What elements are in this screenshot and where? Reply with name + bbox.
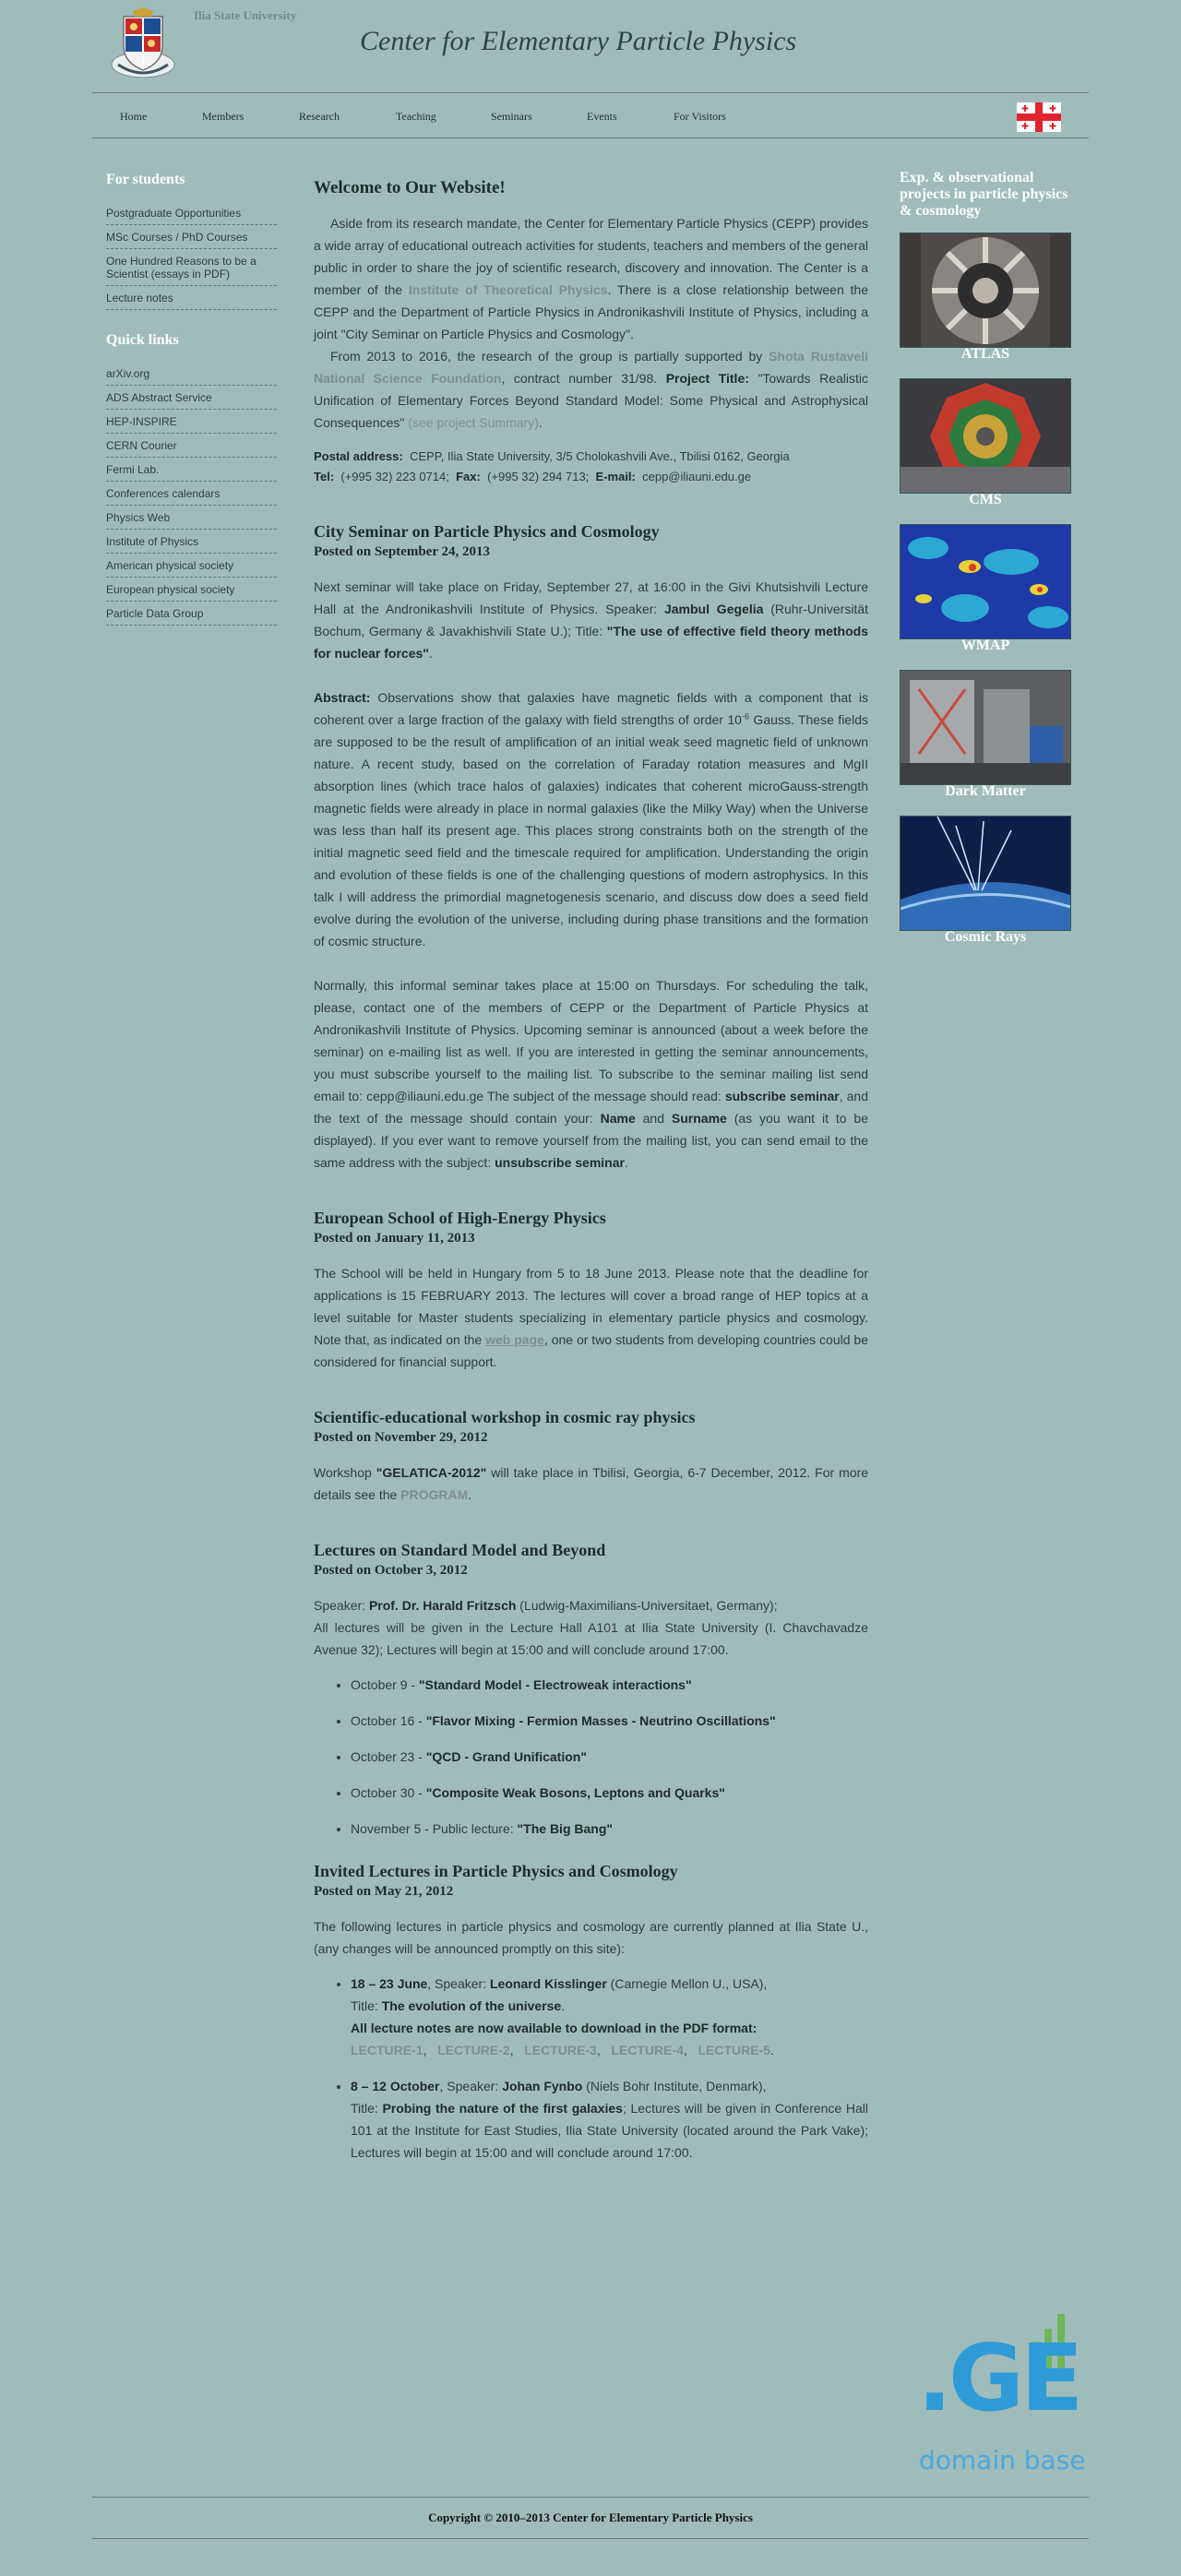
invited-intro: The following lectures in particle physics and cosmology are currently planned at Ilia State U., (any changes will be announced promptly on this site): bbox=[314, 1919, 868, 1956]
project-label: CMS bbox=[969, 492, 1002, 507]
quick-link-arxiv[interactable]: arXiv.org bbox=[106, 362, 277, 386]
news-date: Posted on November 29, 2012 bbox=[314, 1430, 488, 1445]
nav-research[interactable]: Research bbox=[299, 110, 340, 123]
atlas-image-icon bbox=[900, 233, 1071, 348]
list-item: • October 16 - "Flavor Mixing - Fermion Masses - Neutrino Oscillations" bbox=[351, 1710, 868, 1732]
quick-link-fermilab[interactable]: Fermi Lab. bbox=[106, 458, 277, 482]
quick-link-pdg[interactable]: Particle Data Group bbox=[106, 602, 277, 626]
lecture-3-link[interactable]: LECTURE-3 bbox=[524, 2043, 597, 2057]
students-heading: For students bbox=[106, 172, 185, 187]
news-title: City Seminar on Particle Physics and Cosmology bbox=[314, 522, 660, 541]
ge-logo-text: .GE bbox=[917, 2324, 1080, 2432]
project-atlas[interactable] bbox=[900, 233, 1071, 378]
main-nav bbox=[92, 92, 1089, 138]
phone: (+995 32) 223 0714; bbox=[340, 470, 449, 483]
itp-link[interactable]: Institute of Theoretical Physics bbox=[408, 282, 608, 297]
nav-seminars[interactable]: Seminars bbox=[491, 110, 532, 123]
copyright: Copyright © 2010–2013 Center for Elementary Particle Physics bbox=[428, 2510, 753, 2524]
quick-link-ads[interactable]: ADS Abstract Service bbox=[106, 386, 277, 410]
postal-address: CEPP, Ilia State University, 3/5 Cholokashvili Ave., Tbilisi 0162, Georgia bbox=[410, 449, 790, 463]
left-sidebar bbox=[106, 157, 277, 626]
university-crest-icon[interactable] bbox=[105, 7, 181, 83]
news-lectures-standard-model bbox=[314, 1539, 868, 1840]
sidebar-item-courses[interactable]: MSc Courses / PhD Courses bbox=[106, 225, 277, 249]
quick-link-aps[interactable]: American physical society bbox=[106, 554, 277, 578]
workshop-text: Workshop "GELATICA-2012" will take place in Tbilisi, Georgia, 6-7 December, 2012. For more details see the PROGRAM. bbox=[314, 1465, 868, 1502]
ge-logo-subtext: domain base bbox=[919, 2445, 1086, 2475]
news-date: Posted on January 11, 2013 bbox=[314, 1231, 475, 1246]
lectures-location: All lectures will be given in the Lecture Hall A101 at Ilia State University (I. Chavchavadze Avenue 32); Lectures will begin at 15:00 and will conclude around 17:00. bbox=[314, 1620, 868, 1657]
quick-links-heading: Quick links bbox=[106, 332, 179, 348]
rustaveli-foundation-link[interactable]: Shota Rustaveli National Science Foundation bbox=[314, 349, 868, 386]
nav-for-visitors[interactable]: For Visitors bbox=[674, 110, 726, 123]
nav-members[interactable]: Members bbox=[202, 110, 245, 123]
news-invited-lectures bbox=[314, 1860, 868, 2164]
project-cms[interactable] bbox=[900, 378, 1071, 524]
nav-home[interactable]: Home bbox=[120, 110, 148, 123]
list-item: • October 9 - "Standard Model - Electroweak interactions" bbox=[351, 1674, 868, 1696]
welcome-paragraph-1: Aside from its research mandate, the Center for Elementary Particle Physics (CEPP) provides a wide array of educational outreach activities for students, teachers and members of the general public in order to share the joy of scientific research, discovery and innovation. The Center is a member of the Institute of Theoretical Physics. There is a close relationship between the CEPP and the Department of Particle Physics in Andronikashvili Institute of Physics, including a joint "City Seminar on Particle Physics and Cosmology". bbox=[314, 216, 869, 341]
quick-links-list bbox=[106, 362, 277, 626]
lecture-2-link[interactable]: LECTURE-2 bbox=[437, 2043, 510, 2057]
project-label: ATLAS bbox=[960, 346, 1010, 362]
nav-teaching[interactable]: Teaching bbox=[396, 110, 436, 123]
project-summary-link[interactable]: (see project Summary) bbox=[408, 415, 539, 430]
lecture-list bbox=[314, 1674, 868, 1840]
seminar-abstract: Abstract: Observations show that galaxies have magnetic fields with a component that is coherent over a large fraction of the galaxy with field strengths of order $10^{-6}$ Gauss. These fields are supposed to be the result of amplification of an initial weak seed magnetic field of unknown nature. A recent study, based on the correlation of Faraday rotation measures and MgII absorption lines (which trace halos of galaxies) indicates that coherent microGauss-strength magnetic fields were already in place in normal galaxies (like the Milky Way) when the Universe was less than half its present age. This places strong constraints both on the strength of the initial magnetic seed field and the timescale required for amplification. Understanding the origin and evolution of these fields is one of the challenging questions of modern astrophysics. In this talk I will address the primordial magnetogenesis scenario, and discuss dow does a seed field evolve during the evolution of the universe, including during phase transitions and the formation of cosmic structure. bbox=[314, 690, 868, 948]
projects-heading: Exp. & observational projects in particle physics & cosmology bbox=[900, 170, 1068, 219]
lecture-4-link[interactable]: LECTURE-4 bbox=[611, 2043, 684, 2057]
right-sidebar bbox=[900, 170, 1075, 961]
email[interactable]: cepp@iliauni.edu.ge bbox=[642, 470, 752, 483]
wmap-image-icon bbox=[900, 524, 1071, 639]
list-item: • 8 – 12 October, Speaker: Johan Fynbo (Niels Bohr Institute, Denmark), Title: Probing the nature of the first galaxies; Lectures will be given in Conference Hall 101 at the Institute for East Studies, Ilia State University (located around the Park Vake); Lectures will begin at 15:00 and will conclude around 17:00. bbox=[351, 2075, 868, 2164]
seminar-info: Normally, this informal seminar takes place at 15:00 on Thursdays. For scheduling the talk, please, contact one of the members of CEPP or the Department of Particle Physics at Andronikashvili Institute of Physics. Upcoming seminar is announced (about a week before the seminar) on e-mailing list as well. If you are interested in getting the seminar announcements, you must subscribe yourself to the mailing list. To subscribe to the seminar mailing list send email to: cepp@iliauni.edu.ge The subject of the message should read: subscribe seminar, and the text of the message should contain your: Name and Surname (as you want it to be displayed). If you ever want to remove yourself from the mailing list, you can send email to the same address with the subject: unsubscribe seminar. bbox=[314, 978, 868, 1170]
sidebar-item-postgraduate[interactable]: Postgraduate Opportunities bbox=[106, 201, 277, 225]
students-list bbox=[106, 201, 277, 310]
page-title: Center for Elementary Particle Physics bbox=[360, 26, 797, 56]
header bbox=[92, 0, 1089, 92]
cms-image-icon bbox=[900, 378, 1071, 494]
project-dark-matter[interactable] bbox=[900, 670, 1071, 816]
invited-list bbox=[314, 1973, 868, 2164]
news-title: Invited Lectures in Particle Physics and Cosmology bbox=[314, 1862, 678, 1880]
seminar-announcement: Next seminar will take place on Friday, September 27, at 16:00 in the Givi Khutsishvili Lecture Hall at the Andronikashvili Institute of Physics. Speaker: Jambul Gegelia (Ruhr-Universität Bochum, Germany & Javakhishvili State U.); Title: "The use of effective field theory methods for nuclear forces". bbox=[314, 579, 869, 661]
contact-info: Postal address: CEPP, Ilia State University, 3/5 Cholokashvili Ave., Tbilisi 0162, Georgia Tel: (+995 32) 223 0714; Fax: (+995 32) 294 713; E-mail: cepp@iliauni.edu.ge bbox=[314, 449, 790, 483]
quick-link-physics-web[interactable]: Physics Web bbox=[106, 506, 277, 530]
footer bbox=[92, 2497, 1089, 2539]
list-item: • October 30 - "Composite Weak Bosons, Leptons and Quarks" bbox=[351, 1782, 868, 1804]
program-link[interactable]: PROGRAM bbox=[400, 1487, 469, 1502]
nav-events[interactable]: Events bbox=[587, 110, 617, 123]
welcome-paragraph-2: From 2013 to 2016, the research of the group is partially supported by Shota Rustaveli National Science Foundation, contract number 31/98. Project Title: "Towards Realistic Unification of Elementary Forces Beyond Standard Model: Some Physical and Astrophysical Consequences" (see project Summary). bbox=[314, 349, 868, 430]
dark-matter-image-icon bbox=[900, 670, 1071, 785]
lecture-5-link[interactable]: LECTURE-5 bbox=[698, 2043, 771, 2057]
welcome-title: Welcome to Our Website! bbox=[314, 178, 506, 197]
news-city-seminar bbox=[314, 520, 868, 1174]
list-item: • October 23 - "QCD - Grand Unification" bbox=[351, 1746, 868, 1768]
sidebar-item-reasons[interactable]: One Hundred Reasons to be a Scientist (essays in PDF) bbox=[106, 249, 277, 286]
cosmic-rays-image-icon bbox=[900, 816, 1071, 931]
project-label: Cosmic Rays bbox=[944, 929, 1027, 945]
project-label: Dark Matter bbox=[945, 783, 1026, 799]
quick-link-conferences[interactable]: Conferences calendars bbox=[106, 482, 277, 506]
list-item: • 18 – 23 June, Speaker: Leonard Kisslinger (Carnegie Mellon U., USA), Title: The evolution of the universe. All lecture notes are now available to download in the PDF format: LECTURE-1, LECTURE-2, LECTURE-3, LECTURE-4, LECTURE-5. bbox=[351, 1973, 868, 2061]
georgian-flag-icon[interactable] bbox=[1017, 102, 1061, 132]
school-text: The School will be held in Hungary from 5 to 18 June 2013. Please note that the deadline for applications is 15 FEBRUARY 2013. The lectures will cover a broad range of HEP topics at a level suitable for Master students specializing in elementary particle physics and cosmology. Note that, as indicated on the web page, one or two students from developing countries could be considered for financial support. bbox=[314, 1266, 869, 1369]
news-date: Posted on May 21, 2012 bbox=[314, 1884, 454, 1899]
project-label: WMAP bbox=[960, 638, 1010, 653]
quick-link-cern-courier[interactable]: CERN Courier bbox=[106, 434, 277, 458]
quick-link-eps[interactable]: European physical society bbox=[106, 578, 277, 602]
lectures-speaker: Speaker: Prof. Dr. Harald Fritzsch (Ludwig-Maximilians-Universitaet, Germany); bbox=[314, 1598, 778, 1613]
project-wmap[interactable] bbox=[900, 524, 1071, 670]
news-european-school bbox=[314, 1207, 868, 1373]
news-title: European School of High-Energy Physics bbox=[314, 1209, 606, 1227]
news-title: Scientific-educational workshop in cosmic ray physics bbox=[314, 1408, 696, 1426]
main-content bbox=[314, 157, 868, 2177]
news-date: Posted on September 24, 2013 bbox=[314, 544, 490, 559]
domain-base-logo[interactable] bbox=[913, 2305, 1098, 2480]
school-web-page-link[interactable]: web page bbox=[485, 1332, 544, 1347]
quick-link-iop[interactable]: Institute of Physics bbox=[106, 530, 277, 554]
news-workshop bbox=[314, 1406, 868, 1506]
quick-link-inspire[interactable]: HEP-INSPIRE bbox=[106, 410, 277, 434]
sidebar-item-lecture-notes[interactable]: Lecture notes bbox=[106, 286, 277, 310]
news-date: Posted on October 3, 2012 bbox=[314, 1563, 468, 1578]
list-item: • November 5 - Public lecture: "The Big Bang" bbox=[351, 1818, 868, 1840]
project-cosmic-rays[interactable] bbox=[900, 816, 1071, 961]
fax: (+995 32) 294 713; bbox=[487, 470, 590, 483]
lecture-1-link[interactable]: LECTURE-1 bbox=[351, 2043, 423, 2057]
university-name[interactable]: Ilia State University bbox=[194, 8, 297, 22]
news-title: Lectures on Standard Model and Beyond bbox=[314, 1541, 606, 1559]
